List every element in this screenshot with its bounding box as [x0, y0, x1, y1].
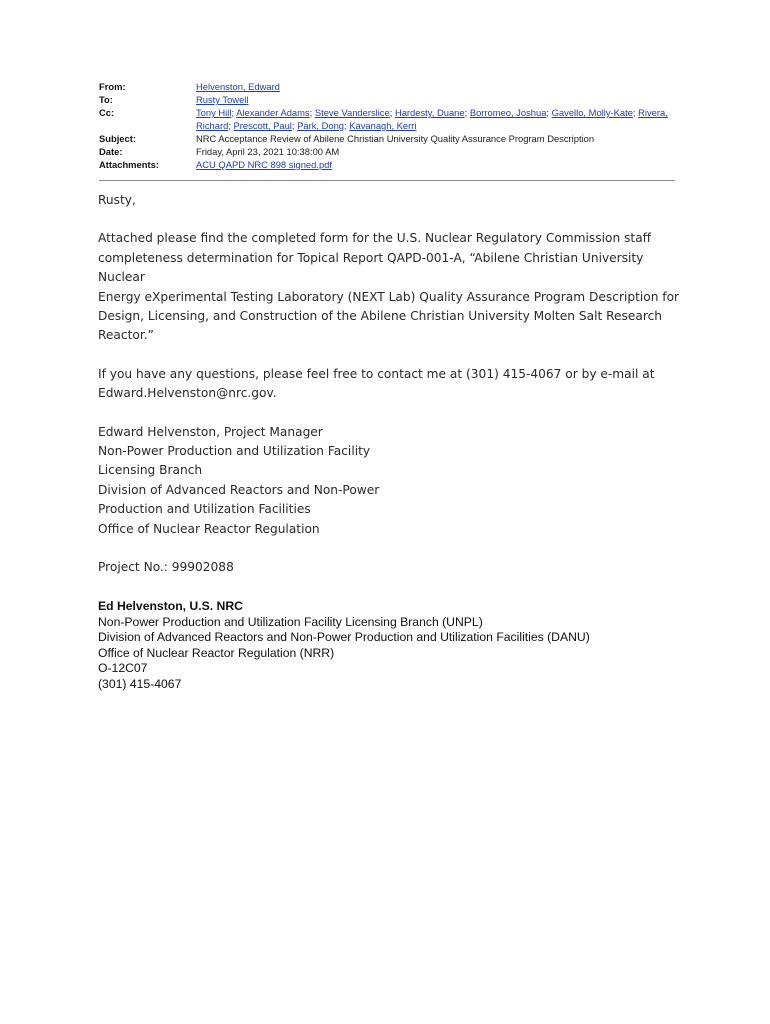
email-header: [99, 80, 675, 171]
header-divider: [99, 180, 675, 181]
closing-line: Office of Nuclear Reactor Regulation: [98, 521, 320, 536]
project-number: Project No.: 99902088: [98, 560, 234, 575]
to-row: [99, 93, 675, 106]
signature-line: Division of Advanced Reactors and Non-Power Production and Utilization Facilities (DANU): [98, 630, 590, 645]
signature-block: [98, 599, 698, 693]
cc-link[interactable]: Prescott, Paul: [233, 120, 292, 131]
closing-line: Licensing Branch: [98, 463, 203, 478]
cc-link[interactable]: Tony Hill: [196, 107, 232, 118]
to-link[interactable]: Rusty Towell: [196, 94, 249, 105]
to-label: To:: [99, 94, 113, 105]
email-body: [98, 191, 688, 578]
subject-row: [99, 132, 675, 145]
attachments-label: Attachments:: [99, 159, 159, 170]
closing-line: Production and Utilization Facilities: [98, 502, 311, 517]
subject-value: NRC Acceptance Review of Abilene Christian University Quality Assurance Program Description: [196, 133, 595, 144]
body-line: Energy eXperimental Testing Laboratory (NEXT Lab) Quality Assurance Program Description for: [98, 289, 680, 304]
signature-line: Non-Power Production and Utilization Facility Licensing Branch (UNPL): [98, 614, 483, 629]
body-line: Attached please find the completed form for the U.S. Nuclear Regulatory Commission staff: [98, 231, 652, 246]
cc-row: [99, 106, 675, 132]
cc-link[interactable]: Alexander Adams: [236, 107, 310, 118]
cc-label: Cc:: [99, 107, 115, 118]
cc-link[interactable]: Borromeo, Joshua: [469, 107, 547, 118]
from-row: [99, 80, 675, 93]
cc-link[interactable]: Steve Vanderslice: [314, 107, 390, 118]
greeting: Rusty,: [98, 193, 136, 207]
cc-link[interactable]: Kavanagh, Kerri: [349, 120, 417, 131]
cc-link[interactable]: Rivera, Richard: [196, 107, 668, 131]
signature-name: Ed Helvenston, U.S. NRC: [98, 599, 243, 613]
cc-link[interactable]: Park, Dong: [297, 120, 345, 131]
body-line: Reactor.”: [98, 328, 154, 343]
body-line: If you have any questions, please feel free to contact me at (301) 415-4067 or by e-mail at: [98, 366, 655, 381]
cc-link[interactable]: Hardesty, Duane: [394, 107, 465, 118]
from-link[interactable]: Helvenston, Edward: [196, 81, 280, 92]
date-row: [99, 145, 675, 158]
signature-line: Office of Nuclear Reactor Regulation (NRR): [98, 645, 335, 660]
closing-line: Division of Advanced Reactors and Non-Power: [98, 482, 380, 497]
attachments-row: [99, 158, 675, 171]
signature-line: (301) 415-4067: [98, 676, 182, 691]
closing-line: Edward Helvenston, Project Manager: [98, 424, 323, 439]
attachment-link[interactable]: ACU QAPD NRC 898 signed.pdf: [196, 159, 332, 170]
date-label: Date:: [99, 146, 123, 157]
cc-list: Tony Hill; Alexander Adams; Steve Vanderslice; Hardesty, Duane; Borromeo, Joshua; Gavello, Molly-Kate; Rivera, Richard; Prescott, Paul; Park, Dong; Kavanagh, Kerri: [196, 107, 668, 131]
closing-line: Non-Power Production and Utilization Facility: [98, 444, 371, 459]
date-value: Friday, April 23, 2021 10:38:00 AM: [196, 146, 340, 157]
body-line: completeness determination for Topical Report QAPD-001-A, “Abilene Christian University Nuclear: [98, 250, 644, 285]
from-label: From:: [99, 81, 126, 92]
subject-label: Subject:: [99, 133, 136, 144]
cc-link[interactable]: Gavello, Molly-Kate: [551, 107, 633, 118]
signature-line: O-12C07: [98, 661, 148, 676]
body-line: Design, Licensing, and Construction of the Abilene Christian University Molten Salt Research: [98, 309, 663, 324]
body-line: Edward.Helvenston@nrc.gov.: [98, 386, 277, 401]
